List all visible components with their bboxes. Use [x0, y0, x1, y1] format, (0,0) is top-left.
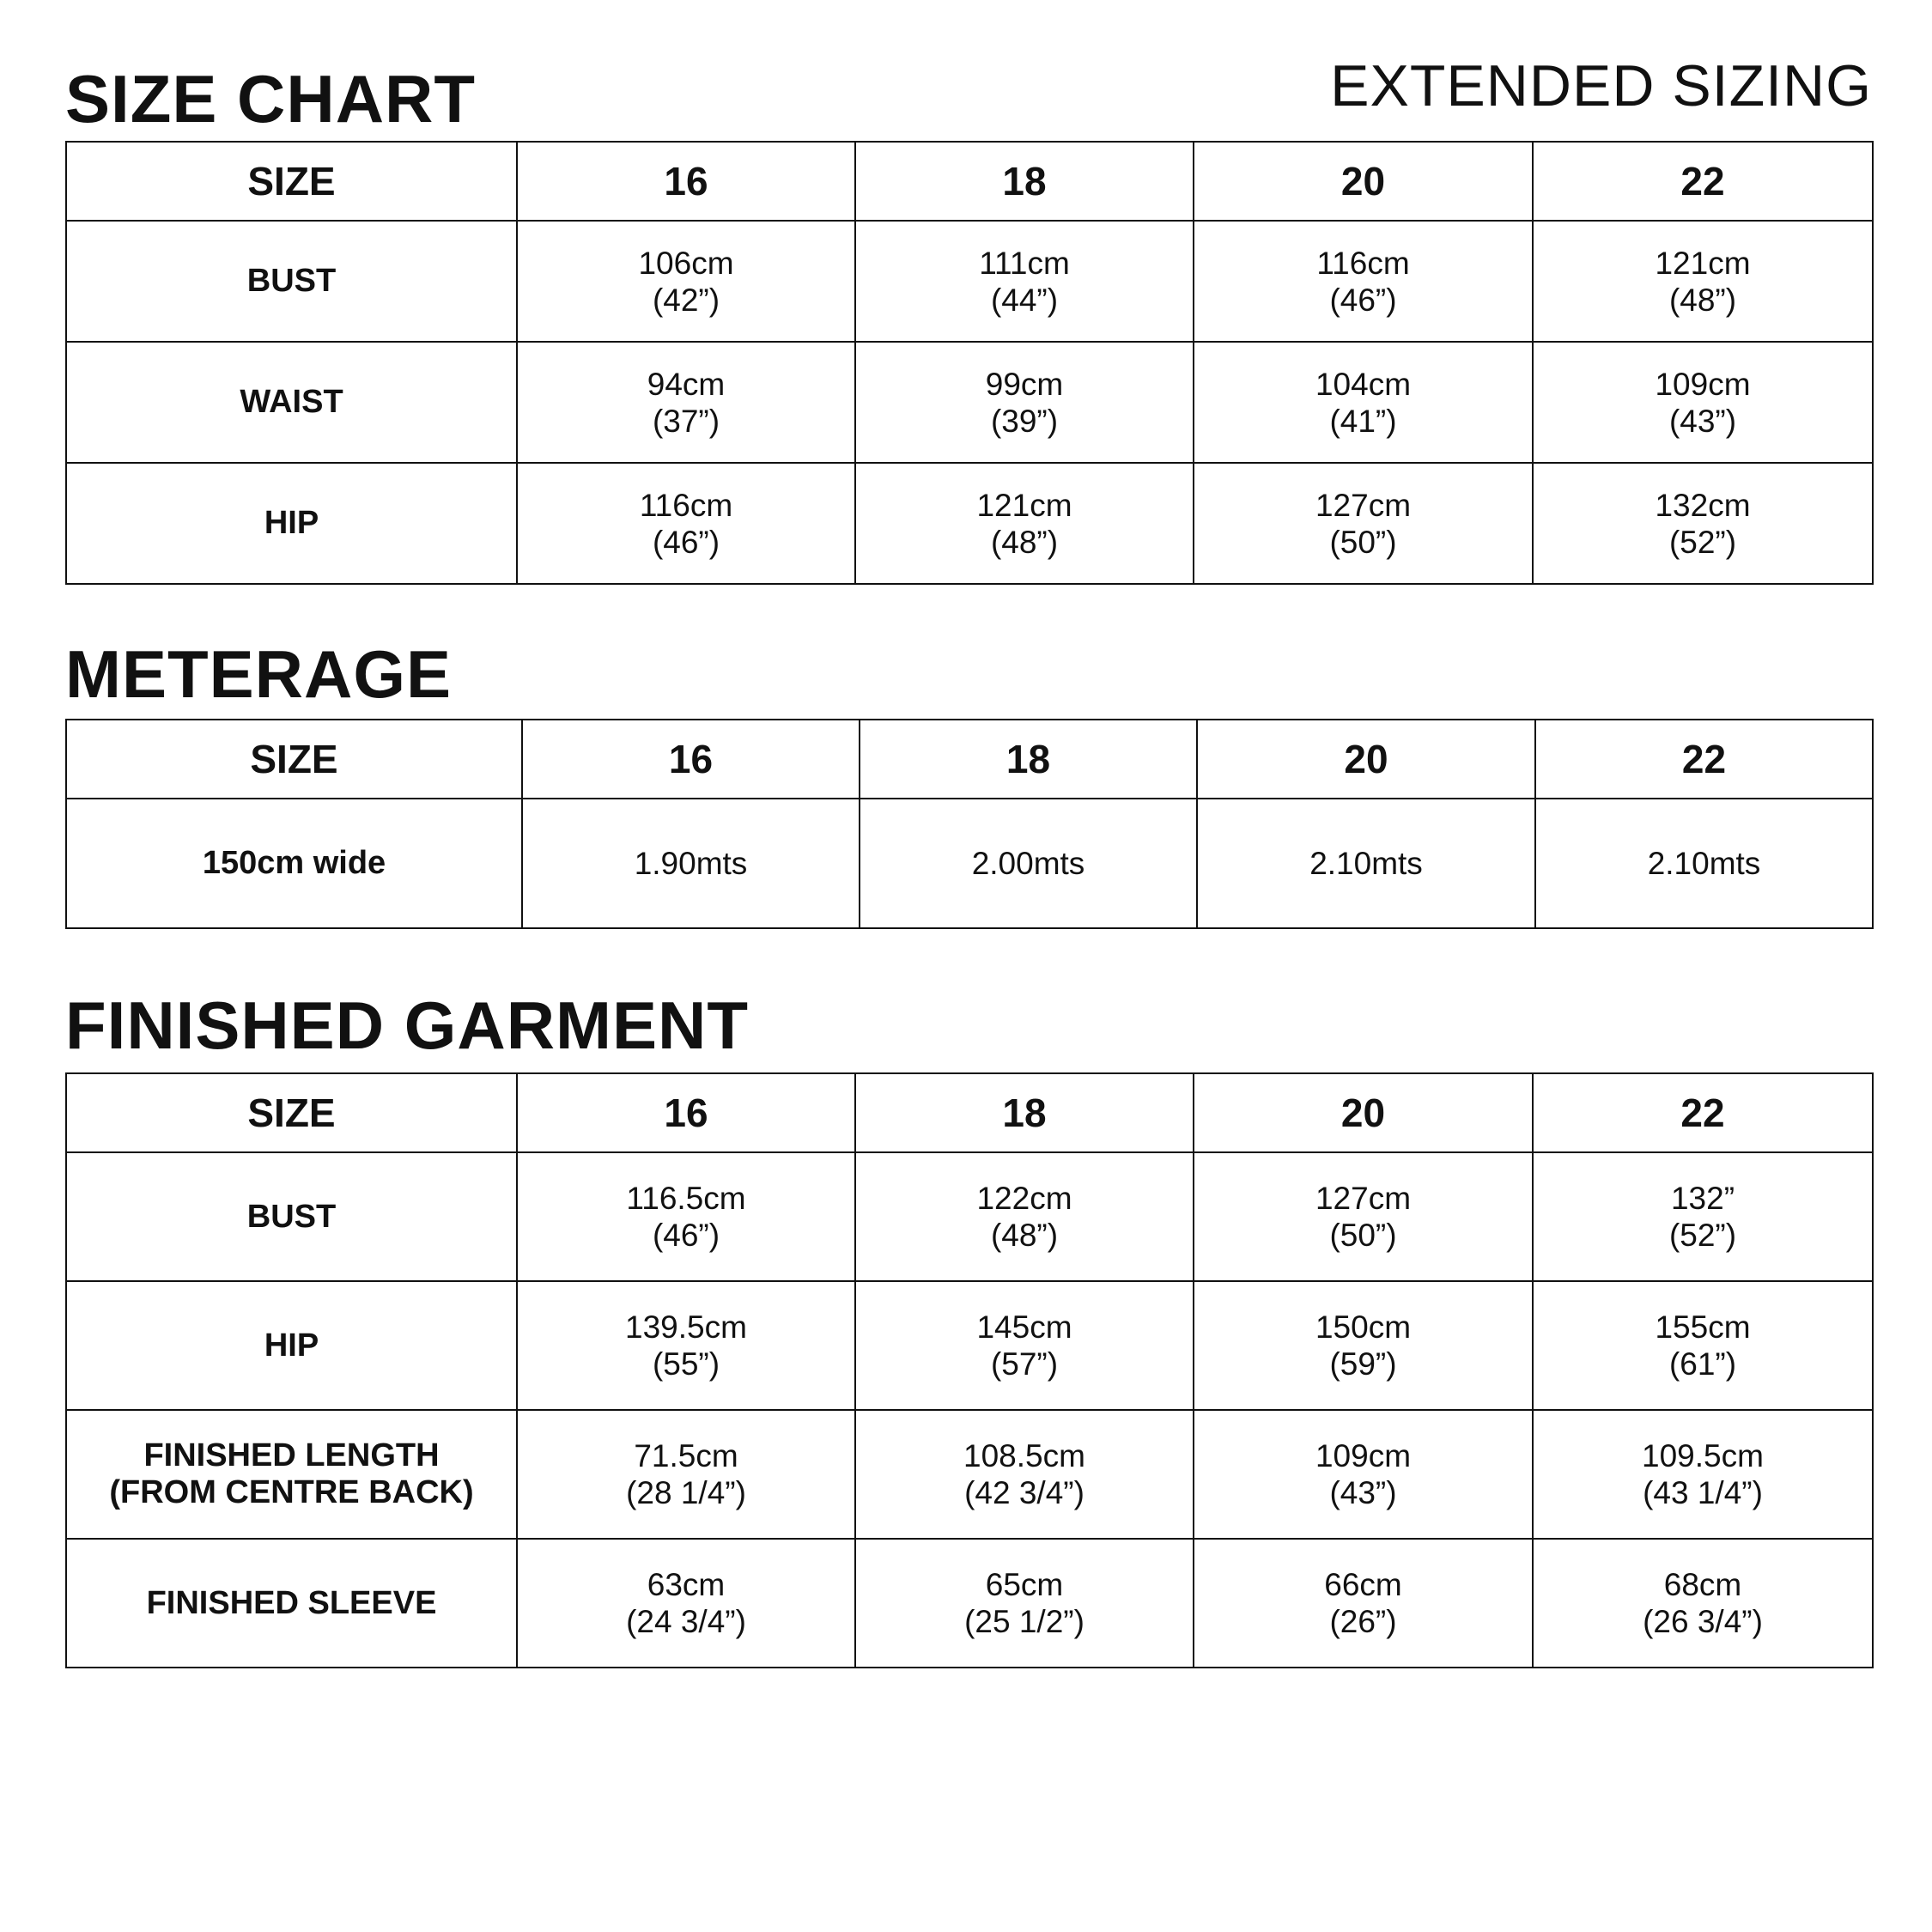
- cell-line: 150cm: [1315, 1309, 1412, 1345]
- row-label: BUST: [66, 221, 517, 342]
- row-label: HIP: [66, 463, 517, 584]
- finished-garment-title: FINISHED GARMENT: [65, 987, 749, 1063]
- measurement-cell: [1533, 1152, 1873, 1281]
- header-row: [66, 1073, 1873, 1152]
- cell-line: (43”): [1329, 1475, 1397, 1510]
- cell-line: 116.5cm: [626, 1181, 746, 1216]
- size-header: 20: [1197, 720, 1535, 799]
- measurement-cell: [1194, 221, 1533, 342]
- size-header: 22: [1533, 1073, 1873, 1152]
- row-label: [66, 1410, 517, 1539]
- table-row: [66, 1539, 1873, 1668]
- cell-line: (44”): [990, 282, 1059, 318]
- size-header: 18: [855, 1073, 1194, 1152]
- cell-line: 122cm: [976, 1181, 1072, 1216]
- cell-line: (59”): [1329, 1346, 1397, 1382]
- cell-line: 71.5cm: [634, 1438, 738, 1473]
- measurement-cell: [517, 463, 855, 584]
- cell-line: (46”): [652, 1218, 720, 1253]
- measurement-cell: [1194, 342, 1533, 463]
- cell-line: 66cm: [1324, 1567, 1402, 1602]
- cell-line: 109cm: [1655, 366, 1751, 402]
- cell-line: 127cm: [1315, 1181, 1412, 1216]
- size-chart-title: SIZE CHART: [65, 61, 476, 137]
- measurement-cell: [1533, 463, 1873, 584]
- measurement-cell: [855, 1539, 1194, 1668]
- measurement-cell: [1194, 1410, 1533, 1539]
- size-label-header: SIZE: [66, 142, 517, 221]
- table-row: [66, 1152, 1873, 1281]
- cell-line: 68cm: [1663, 1567, 1742, 1602]
- table-row: [66, 342, 1873, 463]
- row-label: [66, 1539, 517, 1668]
- measurement-cell: [517, 221, 855, 342]
- header-row: [66, 720, 1873, 799]
- measurement-cell: [517, 342, 855, 463]
- measurement-cell: [1194, 1281, 1533, 1410]
- size-chart-table: [65, 141, 1874, 585]
- size-label-header: SIZE: [66, 1073, 517, 1152]
- cell-line: (52”): [1668, 1218, 1737, 1253]
- cell-line: (24 3/4”): [626, 1604, 746, 1639]
- measurement-cell: [517, 1410, 855, 1539]
- finished-garment-table: [65, 1072, 1874, 1668]
- cell-line: (41”): [1329, 403, 1397, 439]
- cell-line: HIP: [264, 1327, 319, 1364]
- cell-line: 109.5cm: [1642, 1438, 1764, 1473]
- size-header: 22: [1533, 142, 1873, 221]
- measurement-cell: [855, 1281, 1194, 1410]
- cell-line: (42”): [652, 282, 720, 318]
- cell-line: 99cm: [985, 366, 1064, 402]
- table-row: [66, 1410, 1873, 1539]
- cell-line: FINISHED LENGTH: [143, 1437, 440, 1473]
- cell-line: (61”): [1668, 1346, 1737, 1382]
- measurement-cell: [1533, 1281, 1873, 1410]
- measurement-cell: [517, 1281, 855, 1410]
- measurement-cell: [1194, 1152, 1533, 1281]
- measurement-cell: [855, 1410, 1194, 1539]
- header-row: [66, 142, 1873, 221]
- measurement-cell: 1.90mts: [522, 799, 860, 928]
- cell-line: 132cm: [1655, 487, 1751, 523]
- cell-line: (52”): [1668, 524, 1737, 560]
- size-header: 18: [860, 720, 1197, 799]
- meterage-table: [65, 719, 1874, 929]
- cell-line: (55”): [652, 1346, 720, 1382]
- measurement-cell: 2.10mts: [1535, 799, 1873, 928]
- row-label: [66, 1152, 517, 1281]
- size-header: 20: [1194, 1073, 1533, 1152]
- measurement-cell: [517, 1152, 855, 1281]
- size-header: 18: [855, 142, 1194, 221]
- measurement-cell: [855, 1152, 1194, 1281]
- measurement-cell: 2.00mts: [860, 799, 1197, 928]
- cell-line: (42 3/4”): [964, 1475, 1084, 1510]
- measurement-cell: [855, 342, 1194, 463]
- size-label-header: SIZE: [66, 720, 522, 799]
- measurement-cell: [855, 463, 1194, 584]
- measurement-cell: [1533, 342, 1873, 463]
- cell-line: 108.5cm: [963, 1438, 1085, 1473]
- measurement-cell: [517, 1539, 855, 1668]
- measurement-cell: 2.10mts: [1197, 799, 1535, 928]
- size-header: 16: [517, 1073, 855, 1152]
- extended-sizing-label: EXTENDED SIZING: [1330, 53, 1872, 118]
- cell-line: 65cm: [985, 1567, 1064, 1602]
- cell-line: 109cm: [1315, 1438, 1412, 1473]
- cell-line: (46”): [1329, 282, 1397, 318]
- row-label: [66, 1281, 517, 1410]
- cell-line: 94cm: [647, 366, 726, 402]
- cell-line: (50”): [1329, 1218, 1397, 1253]
- cell-line: (FROM CENTRE BACK): [109, 1474, 474, 1510]
- cell-line: (26”): [1329, 1604, 1397, 1639]
- cell-line: (48”): [1668, 282, 1737, 318]
- cell-line: 111cm: [979, 245, 1070, 281]
- measurement-cell: [1194, 463, 1533, 584]
- cell-line: (28 1/4”): [626, 1475, 746, 1510]
- cell-line: (48”): [990, 524, 1059, 560]
- cell-line: 127cm: [1315, 487, 1412, 523]
- cell-line: 132”: [1670, 1181, 1735, 1216]
- cell-line: 106cm: [638, 245, 734, 281]
- meterage-title: METERAGE: [65, 636, 453, 712]
- cell-line: 145cm: [976, 1309, 1072, 1345]
- cell-line: 116cm: [639, 487, 733, 523]
- row-label: 150cm wide: [66, 799, 522, 928]
- cell-line: (39”): [990, 403, 1059, 439]
- size-header: 22: [1535, 720, 1873, 799]
- cell-line: (37”): [652, 403, 720, 439]
- cell-line: FINISHED SLEEVE: [146, 1584, 437, 1621]
- cell-line: (57”): [990, 1346, 1059, 1382]
- cell-line: 63cm: [647, 1567, 726, 1602]
- cell-line: 121cm: [976, 487, 1072, 523]
- size-header: 16: [522, 720, 860, 799]
- table-row: [66, 221, 1873, 342]
- cell-line: (43”): [1668, 403, 1737, 439]
- cell-line: 104cm: [1315, 366, 1412, 402]
- row-label: WAIST: [66, 342, 517, 463]
- table-row: [66, 799, 1873, 928]
- cell-line: BUST: [246, 1198, 337, 1235]
- cell-line: (48”): [990, 1218, 1059, 1253]
- table-row: [66, 1281, 1873, 1410]
- cell-line: (26 3/4”): [1643, 1604, 1763, 1639]
- cell-line: 116cm: [1316, 245, 1410, 281]
- cell-line: 121cm: [1655, 245, 1751, 281]
- measurement-cell: [1533, 1410, 1873, 1539]
- cell-line: (50”): [1329, 524, 1397, 560]
- cell-line: (25 1/2”): [964, 1604, 1084, 1639]
- measurement-cell: [1533, 1539, 1873, 1668]
- table-row: [66, 463, 1873, 584]
- size-header: 16: [517, 142, 855, 221]
- cell-line: (46”): [652, 524, 720, 560]
- cell-line: (43 1/4”): [1643, 1475, 1763, 1510]
- cell-line: 155cm: [1655, 1309, 1751, 1345]
- measurement-cell: [1533, 221, 1873, 342]
- measurement-cell: [855, 221, 1194, 342]
- measurement-cell: [1194, 1539, 1533, 1668]
- cell-line: 139.5cm: [625, 1309, 747, 1345]
- size-header: 20: [1194, 142, 1533, 221]
